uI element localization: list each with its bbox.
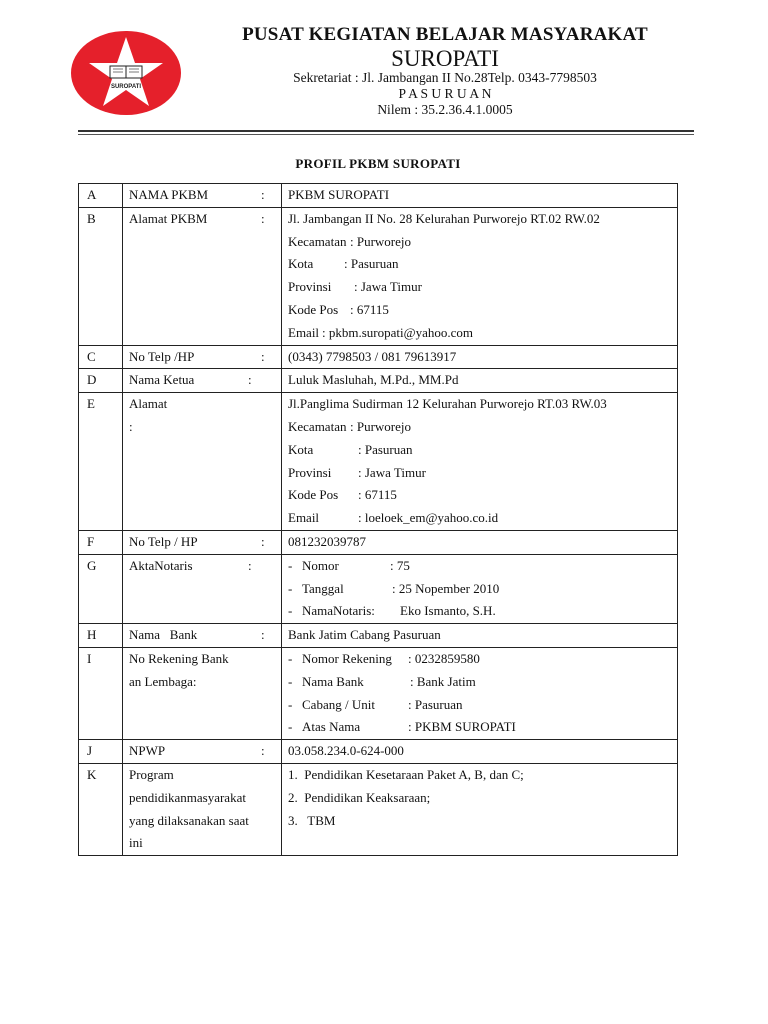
row-label: NPWP : (123, 740, 282, 764)
row-value: 081232039787 (282, 530, 678, 554)
pkbm-logo (70, 30, 182, 116)
profile-table (78, 183, 678, 856)
table-row (79, 345, 678, 369)
row-value: Jl. Jambangan II No. 28 Kelurahan Purworejo RT.02 RW.02 Kecamatan : Purworejo Kota : Pasuruan Provinsi : Jawa Timur Kode Pos : 67115 Email : pkbm.suropati@yahoo.com (282, 207, 678, 345)
row-label: Alamat : (123, 393, 282, 531)
table-row (79, 184, 678, 208)
row-value: Jl.Panglima Sudirman 12 Kelurahan Purworejo RT.03 RW.03 Kecamatan : Purworejo Kota : Pasuruan Provinsi : Jawa Timur Kode Pos : 67115 Email : loeloek_em@yahoo.co.id (282, 393, 678, 531)
row-value: (0343) 7798503 / 081 79613917 (282, 345, 678, 369)
table-row (79, 369, 678, 393)
org-address-block (200, 70, 690, 118)
table-row (79, 740, 678, 764)
row-value: Luluk Masluhah, M.Pd., MM.Pd (282, 369, 678, 393)
table-row (79, 554, 678, 623)
row-value: 03.058.234.0-624-000 (282, 740, 678, 764)
row-label: Program pendidikanmasyarakat yang dilaksanakan saat ini (123, 763, 282, 855)
row-code: A (79, 184, 123, 208)
row-label: No Telp / HP : (123, 530, 282, 554)
row-label: Alamat PKBM : (123, 207, 282, 345)
row-value (282, 763, 678, 855)
table-row (79, 393, 678, 531)
row-code: E (79, 393, 123, 531)
row-label: Nama Ketua : (123, 369, 282, 393)
row-label: Nama Bank : (123, 624, 282, 648)
row-code: C (79, 345, 123, 369)
row-value: Bank Jatim Cabang Pasuruan (282, 624, 678, 648)
row-value: - Nomor : 75 - Tanggal : 25 Nopember 2010 - NamaNotaris: Eko Ismanto, S.H. (282, 554, 678, 623)
table-row (79, 647, 678, 739)
row-code: G (79, 554, 123, 623)
row-code: J (79, 740, 123, 764)
table-row (79, 624, 678, 648)
org-name-line1: PUSAT KEGIATAN BELAJAR MASYARAKAT (242, 24, 648, 45)
row-label: AktaNotaris : (123, 554, 282, 623)
document-title: PROFIL PKBM SUROPATI (295, 156, 461, 171)
table-row (79, 530, 678, 554)
logo-text: SUROPATI (110, 84, 142, 90)
org-nilem: Nilem : 35.2.36.4.1.0005 (377, 102, 513, 117)
row-code: H (79, 624, 123, 648)
list-item: 3. TBM (288, 812, 336, 828)
org-name-line2: SUROPATI (391, 46, 499, 71)
row-code: F (79, 530, 123, 554)
header-divider-thick (78, 130, 694, 132)
list-item: 1. Pendidikan Kesetaraan Paket A, B, dan C; (288, 766, 524, 782)
row-code: B (79, 207, 123, 345)
row-value: - Nomor Rekening : 0232859580 - Nama Bank : Bank Jatim - Cabang / Unit : Pasuruan - Atas Nama : PKBM SUROPATI (282, 647, 678, 739)
header-divider-thin (78, 134, 694, 135)
list-item: 2. Pendidikan Keaksaraan; (288, 789, 431, 805)
table-row (79, 207, 678, 345)
org-city: P A S U R U A N (398, 86, 492, 101)
table-row (79, 763, 678, 855)
row-label: No Telp /HP : (123, 345, 282, 369)
row-code: D (79, 369, 123, 393)
row-code: I (79, 647, 123, 739)
row-label: NAMA PKBM : (123, 184, 282, 208)
row-code: K (79, 763, 123, 855)
row-label: No Rekening Bank an Lembaga: (123, 647, 282, 739)
row-value: PKBM SUROPATI (282, 184, 678, 208)
org-address: Sekretariat : Jl. Jambangan II No.28Telp. 0343-7798503 (293, 70, 597, 85)
